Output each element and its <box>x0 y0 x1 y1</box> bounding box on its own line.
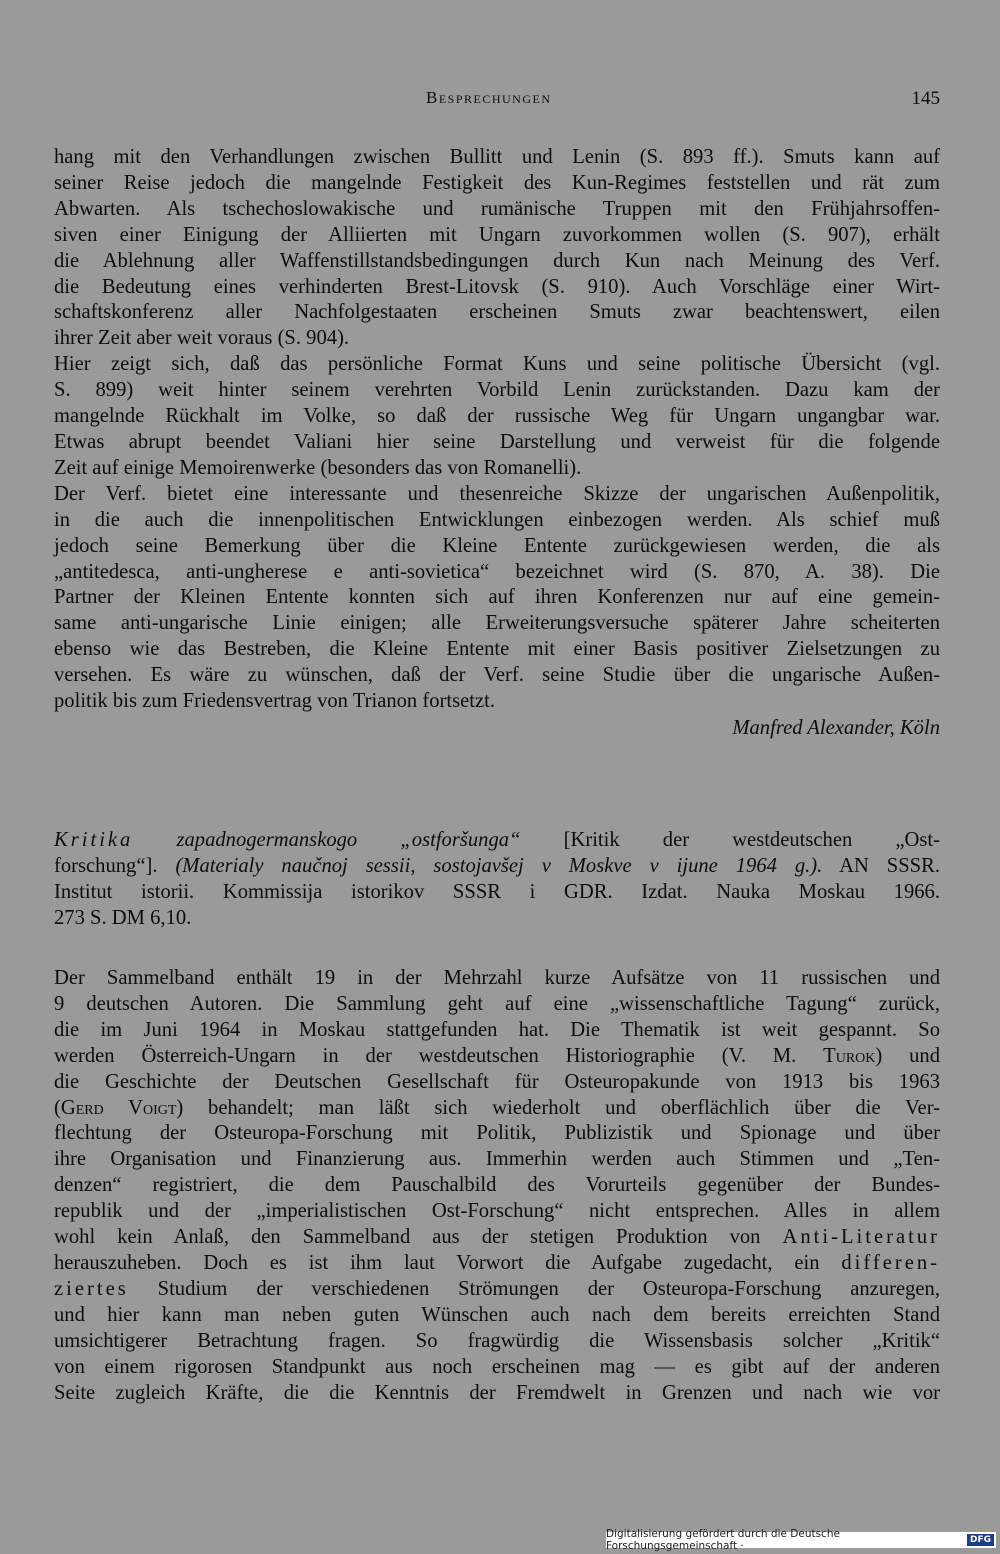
text-line: same anti-ungarische Linie einigen; alle Erweiterungsversuche späterer Jahre scheiterten <box>54 612 940 635</box>
text-line: von einem rigorosen Standpunkt aus noch erscheinen mag — es gibt auf der anderen <box>54 1355 940 1378</box>
emphasized-term: Anti-Literatur <box>782 1226 940 1249</box>
text-line: denzen“ registriert, die dem Pauschalbild des Vorurteils gegenüber der Bundes- <box>54 1174 940 1197</box>
text-line: Der Sammelband enthält 19 in der Mehrzahl kurze Aufsätze von 11 russischen und <box>54 967 940 989</box>
text-line: flechtung der Osteuropa-Forschung mit Politik, Publizistik und Spionage und über <box>54 1122 940 1145</box>
review-two-text <box>54 966 940 1406</box>
text-line: politik bis zum Friedensvertrag von Trianon fortsetzt. <box>54 690 495 713</box>
text-line: siven einer Einigung der Alliierten mit Ungarn zuvorkommen wollen (S. 907), erhält <box>54 223 940 246</box>
running-head: Besprechungen <box>426 88 552 107</box>
emphasized-term: ziertes <box>54 1277 129 1300</box>
text-line: ihrer Zeit aber weit voraus (S. 904). <box>54 327 350 350</box>
line-part: herauszuheben. Doch es ist ihm laut Vorwort die Aufgabe zugedacht, ein <box>54 1251 842 1274</box>
line-part: werden Österreich-Ungarn in der westdeutschen Historiographie (V. M. <box>54 1044 824 1067</box>
page-header <box>54 88 940 116</box>
book-title-spaced: Kritika <box>54 829 134 851</box>
author-name: Turok <box>823 1044 876 1067</box>
text-line: republik und der „imperialistischen Ost-Forschung“ nicht entsprechen. Alles in allem <box>54 1200 940 1223</box>
text-line: S. 899) weit hinter seinem verehrten Vorbild Lenin zurückstanden. Dazu kam der <box>54 379 940 402</box>
text-line: Partner der Kleinen Entente konnten sich auf ihren Konferenzen nur auf eine gemein- <box>54 586 940 609</box>
text-line: Abwarten. Als tschechoslowakische und rumänische Truppen mit den Frühjahrsoffen- <box>54 197 940 220</box>
text-line: hang mit den Verhandlungen zwischen Bullitt und Lenin (S. 893 ff.). Smuts kann auf <box>54 146 940 168</box>
text-line: Zeit auf einige Memoirenwerke (besonders das von Romanelli). <box>54 456 582 479</box>
text-line: Hier zeigt sich, daß das persönliche Format Kuns und seine politische Übersicht (vgl. <box>54 353 940 376</box>
text-line: schaftskonferenz aller Nachfolgestaaten erscheinen Smuts zwar beachtenswert, eilen <box>54 301 940 324</box>
text-line: „antitedesca, anti-ungherese e anti-sovietica“ bezeichnet wird (S. 870, A. 38). Die <box>54 560 940 583</box>
text-line: die Geschichte der Deutschen Gesellschaft für Osteuropakunde von 1913 bis 1963 <box>54 1070 940 1093</box>
text-line <box>54 1277 940 1303</box>
text-line: die Ablehnung aller Waffenstillstandsbedingungen durch Kun nach Meinung des Verf. <box>54 249 940 272</box>
line-part: Studium der verschiedenen Strömungen der Osteuropa-Forschung anzuregen, <box>128 1277 940 1300</box>
publisher-start: AN SSSR. <box>822 854 940 877</box>
author-name: Gerd Voigt <box>60 1096 177 1119</box>
text-line: mangelnde Rückhalt im Volke, so daß der russische Weg für Ungarn ungangbar war. <box>54 405 940 428</box>
text-line: in die auch die innenpolitischen Entwicklungen einbezogen werden. Als schief muß <box>54 508 940 531</box>
book-title-rest: zapadnogermanskogo „ostforšunga“ <box>133 829 521 851</box>
text-line <box>54 854 940 880</box>
text-line <box>54 1096 940 1122</box>
line-part: ( <box>54 1096 61 1119</box>
text-line: versehen. Es wäre zu wünschen, daß der Verf. seine Studie über die ungarische Außen- <box>54 664 940 687</box>
text-line: und hier kann man neben guten Wünschen auch nach dem bereits erreichten Stand <box>54 1303 940 1326</box>
text-line: die im Juni 1964 in Moskau stattgefunden hat. Die Thematik ist weit gespannt. So <box>54 1018 940 1041</box>
text-line <box>54 1044 940 1070</box>
translated-title-end: forschung“]. <box>54 854 158 877</box>
text-line: ihre Organisation und Finanzierung aus. Immerhin werden auch Stimmen und „Ten- <box>54 1148 940 1171</box>
series-title: (Materialy naučnoj sessii, sostojavšej v Moskve v ijune 1964 g.). <box>157 854 823 877</box>
translated-title: [Kritik der westdeutschen „Ost- <box>520 829 940 851</box>
text-line <box>54 1225 940 1251</box>
reviewer-signature: Manfred Alexander, Köln <box>732 716 940 739</box>
review-one-text <box>54 145 940 742</box>
text-line: Der Verf. bietet eine interessante und thesenreiche Skizze der ungarischen Außenpolitik, <box>54 482 940 505</box>
digitization-credit <box>606 1528 996 1552</box>
text-line: Institut istorii. Kommissija istorikov SSSR i GDR. Izdat. Nauka Moskau 1966. <box>54 880 940 903</box>
bibliographic-entry <box>54 828 940 932</box>
book-title <box>54 829 521 851</box>
text-line: seiner Reise jedoch die mangelnde Festigkeit des Kun-Regimes feststellen und rät zum <box>54 171 940 194</box>
text-line: Seite zugleich Kräfte, die die Kenntnis der Fremdwelt in Grenzen und nach wie vor <box>54 1381 940 1404</box>
text-line: Etwas abrupt beendet Valiani hier seine Darstellung und verweist für die folgende <box>54 430 940 453</box>
dfg-logo: DFG <box>967 1534 994 1546</box>
page-number: 145 <box>911 88 940 109</box>
line-part: ) behandelt; man läßt sich wiederholt und oberflächlich über die Ver- <box>176 1096 940 1119</box>
emphasized-term: differen- <box>841 1251 940 1274</box>
line-part: ) und <box>875 1044 940 1067</box>
text-line: ebenso wie das Bestreben, die Kleine Entente mit einer Basis positiver Zielsetzungen zu <box>54 638 940 661</box>
text-line: die Bedeutung eines verhinderten Brest-Litovsk (S. 910). Auch Vorschläge einer Wirt- <box>54 275 940 298</box>
line-part: wohl kein Anlaß, den Sammelband aus der stetigen Produktion von <box>54 1226 783 1249</box>
text-line: 273 S. DM 6,10. <box>54 906 192 929</box>
text-line: 9 deutschen Autoren. Die Sammlung geht auf eine „wissenschaftliche Tagung“ zurück, <box>54 992 940 1015</box>
text-line: umsichtigerer Betrachtung fragen. So fragwürdig die Wissensbasis solcher „Kritik“ <box>54 1329 940 1352</box>
text-line <box>54 1251 940 1277</box>
text-line: jedoch seine Bemerkung über die Kleine Entente zurückgewiesen werden, die als <box>54 534 940 557</box>
credit-text: Digitalisierung gefördert durch die Deutsche Forschungsgemeinschaft · <box>606 1528 840 1552</box>
text-line <box>54 828 940 854</box>
